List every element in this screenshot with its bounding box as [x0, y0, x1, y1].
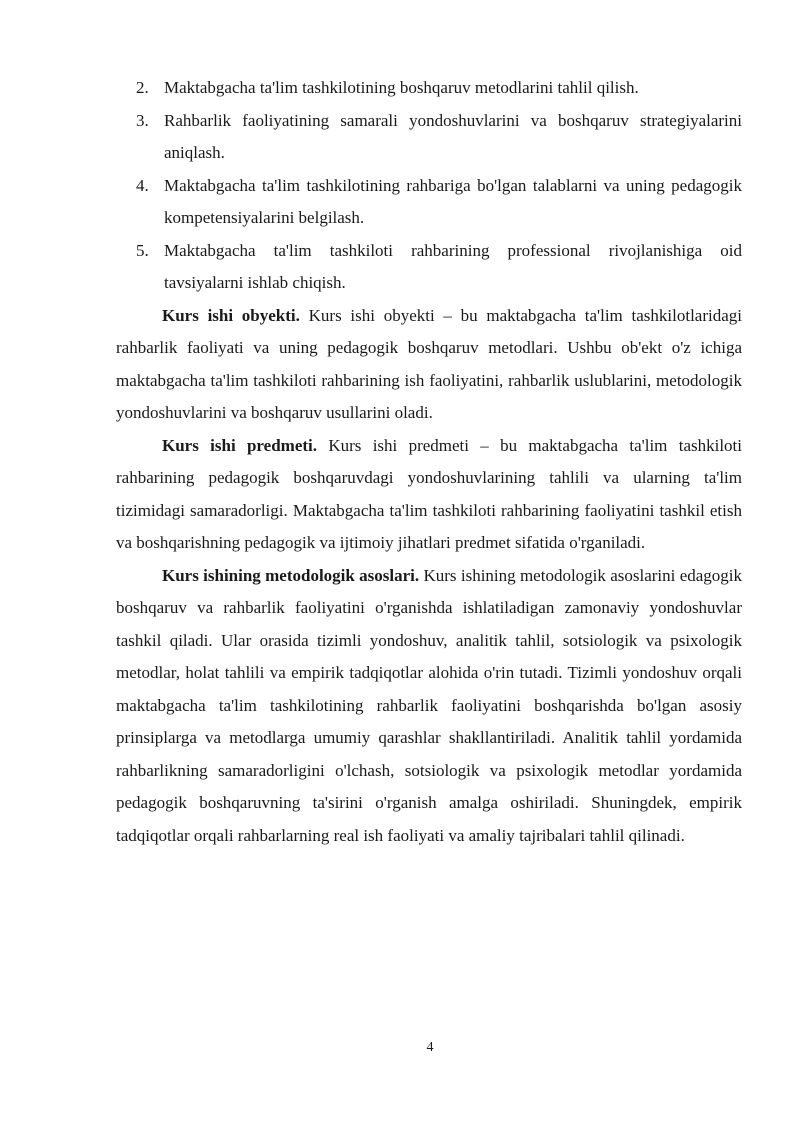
subject-text: Kurs ishi predmeti – bu maktabgacha ta'lim tashkiloti rahbarining pedagogik boshqaruvdagi yondoshuvlarining tahlili va ularning ta'lim tizimidagi samaradorligi. Maktabgacha ta'lim tashkiloti rahbarining faoliyatini tashkil etish va boshqarishning pedagogik va ijtimoiy jihatlari predmet sifatida o'rganiladi.	[116, 435, 742, 552]
list-item	[116, 235, 742, 300]
list-item-number: 4.	[136, 175, 149, 195]
list-item-text: Maktabgacha ta'lim tashkilotining rahbariga bo'lgan talablarni va uning pedagogik kompetensiyalarini belgilash.	[164, 175, 742, 227]
methodology-heading: Kurs ishining metodologik asoslari.	[162, 565, 420, 585]
list-item-text: Rahbarlik faoliyatining samarali yondoshuvlarini va boshqaruv strategiyalarini aniqlash.	[164, 110, 742, 162]
methodology-text: Kurs ishining metodologik asoslarini edagogik boshqaruv va rahbarlik faoliyatini o'rganishda ishlatiladigan zamonaviy yondoshuvlar tashkil qiladi. Ular orasida tizimli yondoshuv, analitik tahlil, sotsiologik va psixologik metodlar, holat tahlili va empirik tadqiqotlar alohida o'rin tutadi. Tizimli yondoshuv orqali maktabgacha ta'lim tashkilotining rahbarlik faoliyatini boshqarishda bo'lgan asosiy prinsiplarga va metodlarga umumiy qarashlar shakllantiriladi. Analitik tahlil yordamida rahbarlikning samaradorligini o'lchash, sotsiologik va psixologik metodlar yordamida pedagogik boshqaruvning ta'sirini o'rganish amalga oshiriladi. Shuningdek, empirik tadqiqotlar orqali rahbarlarning real ish faoliyati va amaliy tajribalari tahlil qilinadi.	[116, 565, 743, 845]
page-number: 4	[426, 1040, 434, 1055]
object-text: Kurs ishi obyekti – bu maktabgacha ta'lim tashkilotlaridagi rahbarlik faoliyati va uning pedagogik boshqaruv metodlari. Ushbu ob'ekt o'z ichiga maktabgacha ta'lim tashkiloti rahbarining ish faoliyatini, rahbarlik uslublarini, metodologik yondoshuvlarini va boshqaruv usullarini oladi.	[116, 305, 742, 422]
object-paragraph	[116, 300, 742, 430]
object-heading: Kurs ishi obyekti.	[162, 305, 300, 325]
subject-paragraph	[116, 430, 742, 560]
list-item	[116, 105, 742, 170]
list-item-number: 2.	[136, 78, 149, 97]
list-item	[116, 170, 742, 235]
list-item-number: 3.	[136, 110, 149, 130]
list-item-text: Maktabgacha ta'lim tashkiloti rahbarining professional rivojlanishiga oid tavsiyalarni ishlab chiqish.	[164, 240, 742, 292]
document-page	[116, 72, 742, 852]
subject-heading: Kurs ishi predmeti.	[162, 435, 318, 455]
objectives-list	[116, 72, 742, 300]
list-item-number: 5.	[136, 240, 149, 260]
list-item-text: Maktabgacha ta'lim tashkilotining boshqaruv metodlarini tahlil qilish.	[164, 78, 639, 97]
list-item	[116, 72, 742, 105]
methodology-paragraph	[116, 560, 742, 853]
